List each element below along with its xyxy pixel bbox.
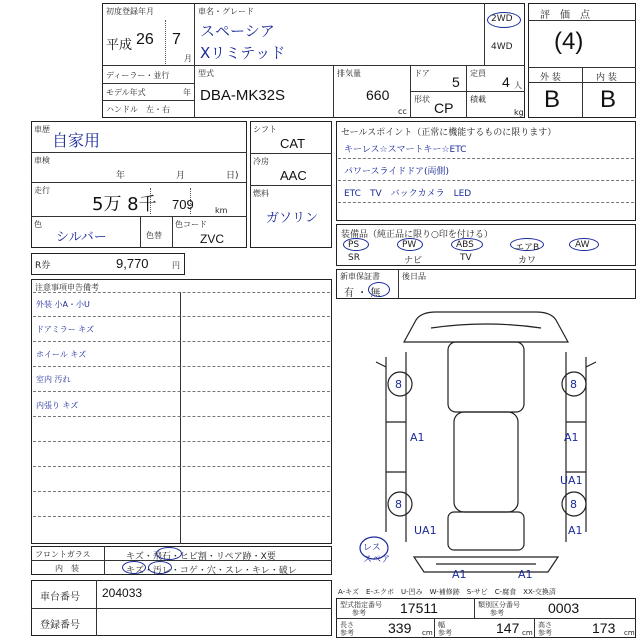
sales-label: セールスポイント（正常に機能するものに限ります）	[341, 128, 557, 138]
class-label: 類別区分番号	[478, 601, 520, 609]
divider	[180, 292, 181, 544]
equip-sr: SR	[348, 253, 360, 263]
note-item: ホイール キズ	[36, 350, 87, 359]
exterior-label: 外 装	[540, 73, 561, 83]
equipment-label: 装備品（純正品に限り○印を付ける）	[341, 230, 493, 240]
interior-label: 内 装	[55, 564, 79, 573]
recycle-amount: 9,770	[116, 256, 149, 271]
damage-mark: A1	[564, 431, 579, 444]
shape: CP	[434, 100, 454, 116]
height-value: 173	[592, 620, 616, 636]
shift-label: シフト	[253, 125, 277, 134]
mileage: 5万 8千	[92, 194, 157, 215]
capacity: 4	[502, 74, 510, 90]
equip-navi: ナビ	[404, 256, 423, 266]
warranty-value: 有 ・ 無	[344, 288, 381, 299]
divider	[150, 188, 151, 214]
divider	[338, 202, 634, 203]
divider	[534, 618, 535, 638]
fuel: ガソリン	[266, 211, 319, 226]
first-reg-year: 26	[136, 31, 154, 48]
note-item: ドアミラー キズ	[36, 325, 95, 334]
notes-box	[31, 279, 332, 544]
divider	[33, 292, 330, 293]
equip-leather: カワ	[518, 256, 537, 266]
damage-mark: 8	[570, 378, 577, 391]
divider	[33, 491, 330, 492]
note-item: 外装 小A・小U	[36, 300, 90, 309]
divider	[474, 598, 475, 618]
color-change-label: 色替	[146, 231, 162, 240]
option-circle	[148, 561, 172, 574]
warranty-circle	[368, 282, 390, 297]
spare-note: レス スペア	[363, 543, 391, 565]
divider	[102, 65, 525, 66]
sales-item: キーレス☆スマートキー☆ETC	[344, 145, 467, 155]
sales-item: パワースライドドア(両側)	[344, 167, 450, 177]
ref-label: 参考	[438, 629, 452, 637]
model-type: DBA-MK32S	[200, 87, 286, 104]
length-label: 長さ	[340, 621, 354, 629]
divider	[31, 216, 247, 217]
divider	[33, 466, 330, 467]
shift: CAT	[280, 136, 306, 151]
after-label: 後日品	[402, 272, 426, 281]
front-glass-label: フロントガラス	[35, 550, 91, 559]
drive-2wd: 2WD	[491, 14, 513, 24]
damage-mark: A1	[410, 431, 425, 444]
color: シルバー	[56, 230, 107, 245]
model-year-label: モデル年式	[106, 88, 146, 97]
usage-label: 車歴	[34, 125, 50, 134]
sales-item: ETC TV バックカメラ LED	[344, 189, 472, 199]
rating-label: 評 価 点	[540, 10, 590, 21]
form-value: 17511	[400, 600, 438, 616]
dealer-label: ディーラー・並行	[106, 71, 170, 80]
note-item: 内張り キズ	[36, 401, 79, 410]
damage-mark: UA1	[560, 474, 583, 487]
damage-mark: A1	[568, 524, 583, 537]
divider	[31, 152, 247, 153]
car-name: スペーシア	[200, 22, 275, 40]
divider	[582, 67, 583, 118]
damage-mark: UA1	[414, 524, 437, 537]
grade: Xリミテッド	[200, 44, 286, 62]
doors: 5	[452, 74, 460, 90]
height-label: 高さ	[538, 621, 552, 629]
first-reg-month: 7	[172, 31, 181, 48]
divider	[250, 153, 332, 154]
kg-unit: kg	[514, 108, 524, 117]
divider	[190, 188, 191, 214]
cm-unit: cm	[522, 629, 533, 637]
mileage-label: 走行	[34, 186, 50, 195]
divider	[333, 65, 334, 118]
color-code-label: 色コード	[175, 220, 207, 229]
damage-mark: A1	[518, 568, 533, 581]
divider	[31, 182, 247, 183]
width-value: 147	[496, 620, 520, 636]
recycle-label: R券	[35, 261, 51, 271]
divider	[194, 65, 195, 118]
divider	[484, 3, 485, 65]
cc-unit: cc	[398, 107, 407, 116]
length-value: 339	[388, 620, 412, 636]
equip-ps: PS	[348, 240, 360, 250]
fuel-label: 燃料	[253, 189, 269, 198]
displacement: 660	[366, 87, 390, 103]
divider	[31, 608, 332, 609]
divider	[102, 83, 194, 84]
ref-label: 参考	[352, 609, 366, 617]
handle-label: ハンドル 左・右	[106, 105, 170, 114]
divider	[165, 20, 166, 64]
interior-label: 内 装	[596, 73, 617, 83]
ref-label: 参考	[490, 609, 504, 617]
divider	[194, 3, 195, 65]
interior-options: キズ・汚レ・コゲ・穴・スレ・キレ・破レ	[126, 566, 297, 576]
door-label: ドア	[414, 69, 430, 78]
ref-label: 参考	[538, 629, 552, 637]
divider	[336, 618, 636, 619]
inspection-year-unit: 年	[116, 171, 126, 181]
divider	[434, 618, 435, 638]
displacement-label: 排気量	[337, 69, 361, 78]
inspection-day-unit: 日)	[226, 171, 239, 181]
shape-label: 形状	[414, 95, 430, 104]
class-value: 0003	[548, 600, 580, 616]
divider	[338, 180, 634, 181]
warranty-label: 新車保証書	[340, 272, 380, 281]
divider	[33, 366, 330, 367]
aircon: AAC	[280, 168, 307, 183]
damage-mark: 8	[395, 378, 402, 391]
divider	[410, 91, 525, 92]
mileage-sub: 709	[172, 197, 194, 212]
divider	[398, 269, 399, 299]
interior-grade: B	[600, 86, 617, 113]
load-label: 積載	[470, 95, 486, 104]
equip-abs: ABS	[456, 240, 474, 250]
divider	[104, 546, 105, 575]
divider	[33, 391, 330, 392]
inspection-month-unit: 月	[176, 171, 186, 181]
inspection-label: 車検	[34, 156, 50, 165]
first-reg-era: 平成	[106, 37, 133, 52]
equip-aw: AW	[575, 240, 590, 250]
capacity-label: 定員	[470, 69, 486, 78]
capacity-unit: 人	[514, 81, 522, 90]
year-unit: 年	[183, 88, 191, 97]
width-label: 幅	[438, 621, 445, 629]
note-item: 室内 汚れ	[36, 375, 71, 384]
car-diagram	[336, 302, 636, 582]
damage-mark: 8	[570, 498, 577, 511]
ref-label: 参考	[340, 629, 354, 637]
divider	[172, 216, 173, 248]
equip-pw: PW	[402, 240, 417, 250]
cm-unit: cm	[422, 629, 433, 637]
divider	[96, 580, 97, 636]
month-unit: 月	[184, 54, 192, 63]
cm-unit: cm	[624, 629, 635, 637]
notes-label: 注意事項申告備考	[35, 283, 99, 292]
divider	[33, 341, 330, 342]
damage-mark: 8	[395, 498, 402, 511]
first-reg-label: 初度登録年月	[106, 7, 154, 16]
chassis-label: 車台番号	[40, 592, 80, 603]
exterior-grade: B	[544, 86, 561, 113]
equip-tv: TV	[460, 253, 472, 263]
front-glass-options: キズ・飛石・ヒビ割・リペア跡・X要	[126, 552, 276, 562]
divider	[33, 516, 330, 517]
form-label: 型式指定番号	[340, 601, 382, 609]
divider	[338, 158, 634, 159]
chassis-value: 204033	[102, 586, 143, 600]
option-circle	[156, 547, 182, 560]
divider	[140, 216, 141, 248]
km-unit: km	[215, 206, 228, 215]
divider	[33, 416, 330, 417]
model-type-label: 型式	[198, 69, 214, 78]
equip-airbag: エアB	[515, 243, 540, 253]
yen-unit: 円	[172, 261, 180, 270]
aircon-label: 冷房	[253, 157, 269, 166]
car-name-label: 車名・グレード	[198, 7, 254, 16]
color-label: 色	[34, 220, 42, 229]
damage-legend: A-キズ E-エクボ U-凹み W-補修跡 S-サビ C-腐食 XX-交換済	[338, 588, 556, 596]
damage-mark: A1	[452, 568, 467, 581]
divider	[102, 100, 194, 101]
divider	[33, 316, 330, 317]
rating-score: (4)	[554, 28, 584, 55]
recycle-box	[31, 253, 185, 275]
option-circle	[122, 561, 146, 574]
usage: 自家用	[52, 131, 101, 150]
registration-label: 登録番号	[40, 620, 80, 631]
divider	[250, 185, 332, 186]
divider	[33, 441, 330, 442]
color-code: ZVC	[200, 232, 224, 246]
drive-4wd: 4WD	[491, 42, 513, 52]
